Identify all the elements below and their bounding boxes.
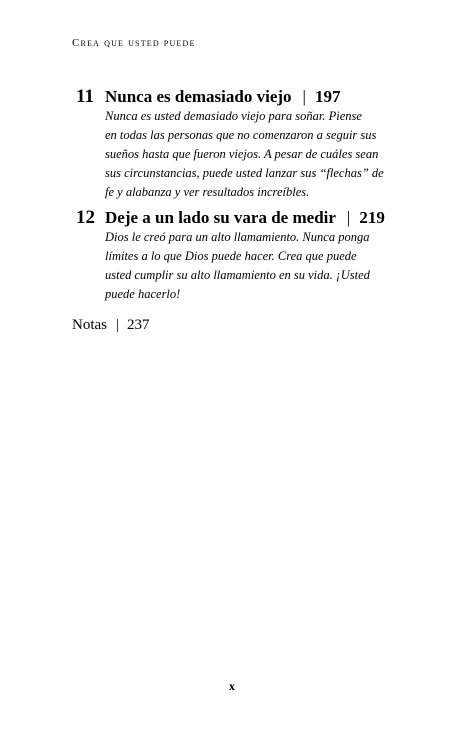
chapter-title: Nunca es demasiado viejo (105, 87, 292, 106)
description-line: usted cumplir su alto llamamiento en su vida. ¡Usted (105, 268, 370, 282)
description-line: fe y alabanza y ver resultados increíbles. (105, 185, 310, 199)
chapter-page-number: 219 (359, 208, 385, 227)
chapter-description (105, 228, 386, 304)
description-line: límites a lo que Dios puede hacer. Crea que puede (105, 249, 357, 263)
separator: | (346, 208, 351, 227)
description-line: sueños hasta que fueron viejos. A pesar de cuáles sean (105, 147, 379, 161)
chapter-title: Deje a un lado su vara de medir (105, 208, 336, 227)
notes-label: Notas (72, 317, 107, 333)
running-head: Crea que usted puede (72, 37, 196, 49)
chapter-number: 12 (76, 207, 95, 228)
toc-entry-chapter-11 (76, 87, 386, 202)
description-line: en todas las personas que no comenzaron a seguir sus (105, 128, 377, 142)
page-number: x (229, 679, 235, 693)
chapter-heading (76, 87, 386, 107)
chapter-number: 11 (76, 86, 94, 107)
description-line: Dios le creó para un alto llamamiento. Nunca ponga (105, 230, 370, 244)
notes-page-number: 237 (127, 317, 150, 333)
chapter-description (105, 107, 386, 202)
separator: | (302, 87, 306, 106)
chapter-heading (76, 208, 386, 228)
description-line: Nunca es usted demasiado viejo para soñar. Piense (105, 109, 362, 123)
toc-entry-notes (72, 317, 150, 334)
chapter-page-number: 197 (314, 87, 341, 106)
separator: | (116, 317, 120, 333)
toc-entry-chapter-12 (76, 208, 386, 304)
description-line: sus circunstancias, puede usted lanzar sus “flechas” de (105, 166, 384, 180)
description-line: puede hacerlo! (105, 287, 181, 301)
